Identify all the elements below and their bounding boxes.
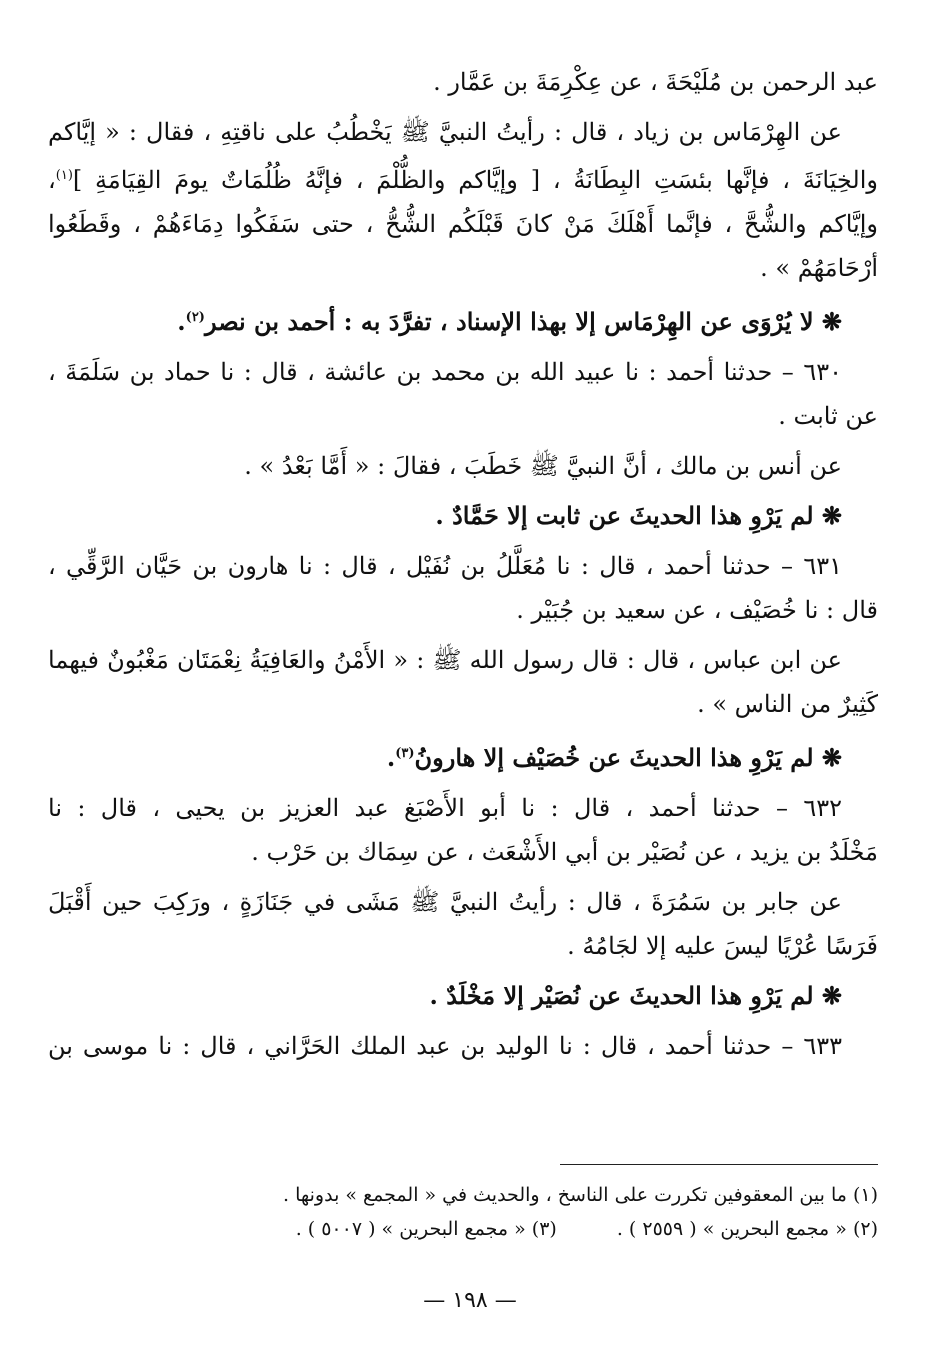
punctuation: . [177, 307, 186, 336]
narrator-note: ❋ لم يَرْوِ هذا الحديثَ عن ثابت إلا حَمَّادٌ . [435, 501, 842, 530]
footnote-2: (٢) « مجمع البحرين » ( ٢٥٥٩ ) . [616, 1218, 878, 1240]
text-line: وإيَّاكم والشُّحَّ ، فإنَّما أَهْلَكَ مَنْ كانَ قَبْلَكُم الشُّحُّ ، حتى سَفَكُوا دِمَاءَهُمْ ، وقَطَعُوا [48, 210, 878, 238]
footnote-3: (٣) « مجمع البحرين » ( ٥٠٠٧ ) . [295, 1218, 557, 1240]
narrator-note: ❋ لم يَرْوِ هذا الحديثَ عن نُصَيْر إلا مَخْلَدٌ . [429, 981, 842, 1010]
text-line: أرْحَامَهُمْ » . [760, 254, 878, 282]
footnote-1: (١) ما بين المعقوفين تكررت على الناسخ ، والحديث في « المجمع » بدونها . [283, 1184, 878, 1206]
hadith-heading-630: ٦٣٠ – حدثنا أحمد : نا عبيد الله بن محمد بن عائشة ، قال : نا حماد بن سَلَمَةَ ، [48, 358, 842, 386]
footnotes [48, 1178, 878, 1246]
narrator-note-text: ❋ لا يُرْوَى عن الهِرْمَاس إلا بهذا الإسناد ، تفرَّدَ به : أحمد بن نصر [204, 307, 842, 336]
text-line: كَثِيرٌ من الناس » . [697, 690, 878, 718]
text-line-content: والخِيَانَةَ ، فإنَّها بئسَتِ البِطَانَةُ ، [ وإيَّاكم والظُّلْمَ ، فإنَّهُ ظُلُمَاتٌ يومَ القِيَامَةِ ] [72, 166, 878, 194]
narrator-note [48, 732, 878, 780]
text-line: عن ثابت . [778, 402, 878, 430]
text-line: فَرَسًا عُرْيًا ليسَ عليه إلا لجَامُهُ . [567, 932, 878, 960]
hadith-heading-633: ٦٣٣ – حدثنا أحمد ، قال : نا الوليد بن عبد الملك الحَرَّاني ، قال : نا موسى بن [48, 1032, 842, 1060]
text-line: عن أنس بن مالك ، أنَّ النبيَّ ﷺ خَطَبَ ، فقالَ : « أَمَّا بَعْدُ » . [244, 452, 842, 480]
footnote-ref: (٢) [185, 310, 205, 325]
text-line: قال : نا خُصَيْف ، عن سعيد بن جُبَيْر . [516, 596, 878, 624]
punctuation: . [386, 743, 396, 772]
text-line: عن ابن عباس ، قال : قال رسول الله ﷺ : « الأَمْنُ والعَافِيَةُ نِعْمَتَان مَغْبُونٌ فيهما [48, 646, 842, 674]
page-number: — ١٩٨ — [423, 1288, 517, 1313]
text-line: عبد الرحمن بن مُلَيْحَةَ ، عن عِكْرِمَةَ بن عَمَّار . [433, 68, 878, 96]
footnote-row [48, 1212, 878, 1246]
narrator-note-text: ❋ لم يَرْوِ هذا الحديثَ عن خُصَيْف إلا هارونُ [414, 743, 842, 772]
text-line: عن جابر بن سَمُرَةَ ، قال : رأيتُ النبيَّ ﷺ مَشَى في جَنَازَةٍ ، ورَكِبَ حين أَقْبَلَ [48, 888, 842, 916]
text-line: مَخْلَدُ بن يزيد ، عن نُصَيْر بن أبي الأَشْعَث ، عن سِمَاك بن حَرْب . [251, 838, 878, 866]
text-line [48, 154, 878, 202]
text-line: عن الهِرْمَاس بن زياد ، قال : رأيتُ النبيَّ ﷺ يَخْطُبُ على ناقتِهِ ، فقال : « إيَّاكم [48, 118, 842, 146]
footnote-ref: (١) [55, 168, 73, 183]
main-text [48, 60, 878, 1068]
footnote-divider [560, 1164, 878, 1165]
narrator-note [48, 296, 878, 344]
hadith-heading-632: ٦٣٢ – حدثنا أحمد ، قال : نا أبو الأَصْبَغ عبد العزيز بن يحيى ، قال : نا [48, 794, 842, 822]
punctuation: ، [48, 166, 56, 194]
hadith-heading-631: ٦٣١ – حدثنا أحمد ، قال : نا مُعَلَّلُ بن نُفَيْل ، قال : نا هارون بن حَيَّان الرَّقِّي ، [48, 552, 842, 580]
footnote-ref: (٣) [395, 746, 415, 761]
